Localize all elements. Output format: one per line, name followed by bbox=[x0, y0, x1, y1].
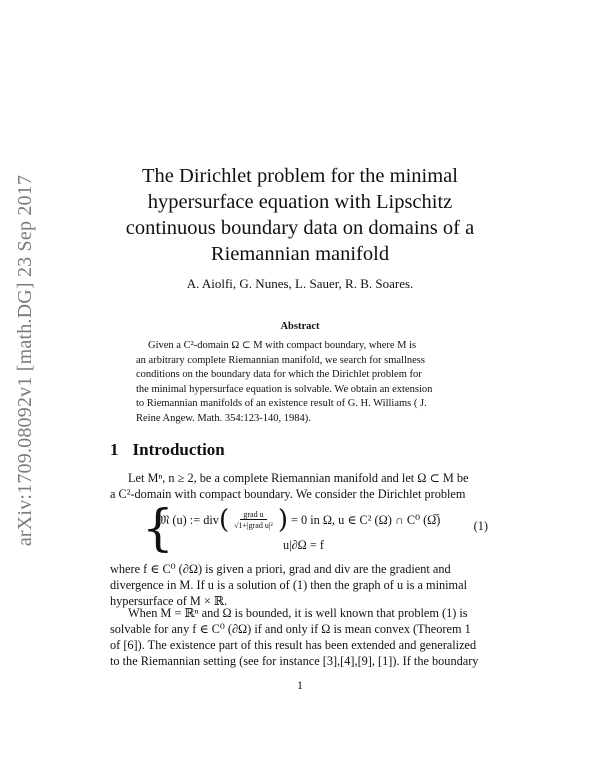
paragraph-history bbox=[110, 606, 490, 670]
arxiv-identifier: arXiv:1709.08092v1 [math.DG] 23 Sep 2017 bbox=[14, 174, 37, 546]
equation-number: (1) bbox=[473, 519, 488, 533]
equation-1 bbox=[140, 499, 490, 558]
paragraph-line: Let Mⁿ, n ≥ 2, be a complete Riemannian manifold and let Ω ⊂ M be bbox=[128, 471, 469, 485]
section-heading bbox=[110, 440, 225, 460]
title-line: continuous boundary data on domains of a bbox=[125, 217, 475, 239]
abstract-line: conditions on the boundary data for which the Dirichlet problem for bbox=[136, 369, 422, 381]
paragraph-line: solvable for any f ∈ C⁰ (∂Ω) if and only if Ω is mean convex (Theorem 1 bbox=[110, 621, 471, 636]
paragraph-line: a C²-domain with compact boundary. We consider the Dirichlet problem bbox=[110, 486, 466, 501]
paragraph-line: hypersurface of M × ℝ. bbox=[110, 593, 228, 608]
equation-boundary-condition: u|∂Ω = f bbox=[283, 538, 325, 552]
paper-title bbox=[110, 163, 490, 267]
paren-open: ( bbox=[218, 505, 230, 535]
arxiv-sidebar bbox=[12, 170, 40, 550]
title-line: The Dirichlet problem for the minimal bbox=[142, 165, 458, 187]
abstract-line: to Riemannian manifolds of an existence result of G. H. Williams ( J. bbox=[136, 398, 427, 410]
abstract-line: Given a C²-domain Ω ⊂ M with compact boundary, where M is bbox=[148, 340, 417, 351]
equation-rhs: = 0 in Ω, u ∈ C² (Ω) ∩ C⁰ (Ω̅) bbox=[290, 512, 441, 527]
left-brace: { bbox=[142, 499, 174, 557]
page-number: 1 bbox=[297, 678, 303, 692]
equation-fraction bbox=[231, 510, 276, 530]
fraction-numerator: grad u bbox=[240, 510, 266, 520]
paragraph-definitions bbox=[110, 562, 490, 610]
paragraph-line: of [6]). The existence part of this result has been extended and generalized bbox=[110, 637, 477, 652]
section-title: Introduction bbox=[132, 440, 225, 459]
paragraph-line: where f ∈ C⁰ (∂Ω) is given a priori, grad and div are the gradient and bbox=[110, 562, 451, 576]
equation-lhs: 𝔐 (u) := div bbox=[158, 512, 219, 527]
abstract-line: Reine Angew. Math. 354:123-140, 1984). bbox=[136, 412, 311, 424]
section-number: 1 bbox=[110, 440, 119, 459]
paragraph-line: When M = ℝⁿ and Ω is bounded, it is well known that problem (1) is bbox=[128, 606, 468, 620]
abstract-line: the minimal hypersurface equation is solvable. We obtain an extension bbox=[136, 383, 433, 395]
equation-line-1 bbox=[158, 505, 441, 535]
abstract-heading: Abstract bbox=[280, 321, 320, 332]
paragraph-line: to the Riemannian setting (see for instance [3],[4],[9], [1]). If the boundary bbox=[110, 653, 479, 668]
fraction-denominator: √1+|grad u|² bbox=[234, 521, 273, 530]
abstract-body bbox=[136, 339, 466, 427]
authors: A. Aiolfi, G. Nunes, L. Sauer, R. B. Soares. bbox=[186, 276, 414, 291]
title-line: Riemannian manifold bbox=[210, 243, 390, 265]
title-line: hypersurface equation with Lipschitz bbox=[147, 191, 453, 213]
paragraph-line: divergence in M. If u is a solution of (1) then the graph of u is a minimal bbox=[110, 577, 467, 592]
paren-close: ) bbox=[277, 505, 288, 535]
abstract-line: an arbitrary complete Riemannian manifold, we search for smallness bbox=[136, 354, 425, 366]
